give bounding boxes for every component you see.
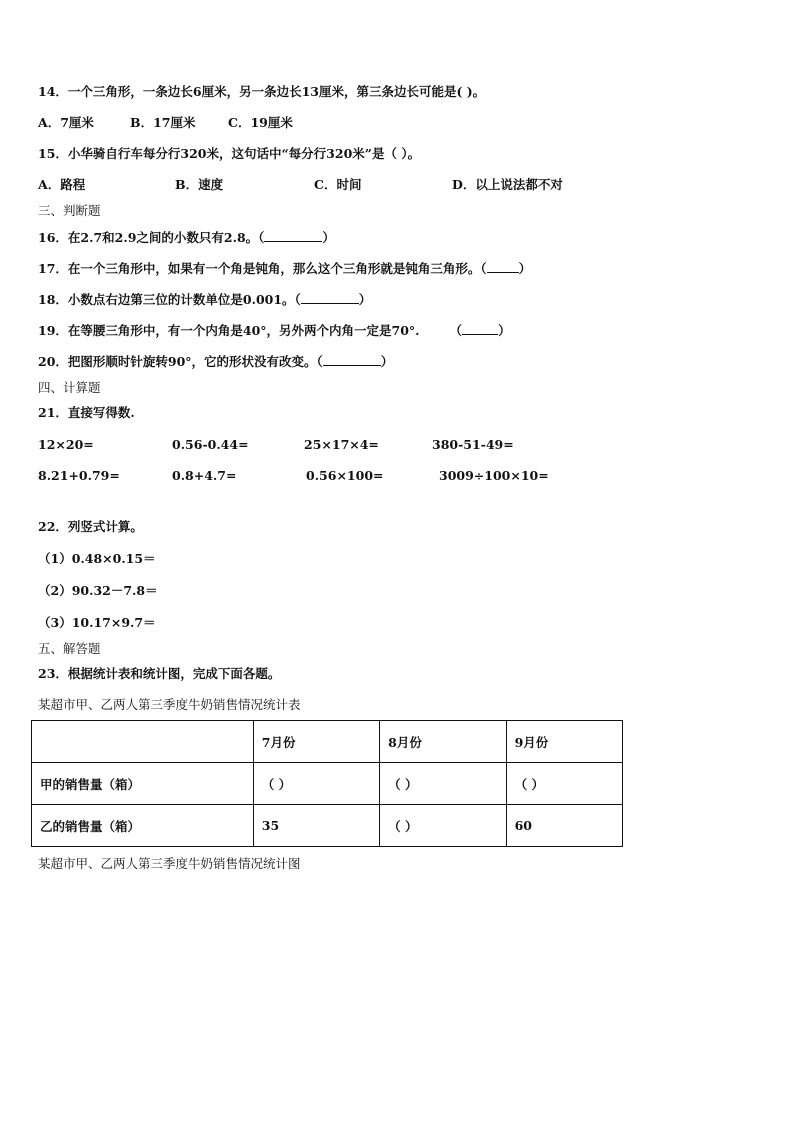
section-judge-heading: 三、判断题 <box>38 203 101 218</box>
calc-item: 0.56-0.44= <box>172 437 249 452</box>
answer-blank <box>323 353 381 366</box>
table-cell: 60 <box>506 805 622 847</box>
table-cell: 甲的销售量（箱） <box>32 763 254 805</box>
vertical-calc-item: （2）90.32－7.8＝ <box>38 583 158 598</box>
question-20: 20．把图形顺时针旋转90°，它的形状没有改变。（ ） <box>38 354 394 369</box>
question-19: 19．在等腰三角形中，有一个内角是40°，另外两个内角一定是70°. （ ） <box>38 323 511 338</box>
table-cell: （ ） <box>506 763 622 805</box>
table-caption: 某超市甲、乙两人第三季度牛奶销售情况统计表 <box>38 697 301 712</box>
option-a: A．7厘米 <box>38 115 94 130</box>
question-17: 17．在一个三角形中，如果有一个角是钝角，那么这个三角形就是钝角三角形。（ ） <box>38 261 532 276</box>
table-cell: 35 <box>253 805 379 847</box>
vertical-calc-item: （3）10.17×9.7＝ <box>38 615 156 630</box>
table-row <box>32 805 623 847</box>
question-16: 16．在2.7和2.9之间的小数只有2.8。（ ） <box>38 230 335 245</box>
table-cell: （ ） <box>253 763 379 805</box>
answer-blank <box>301 291 359 304</box>
table-cell: （ ） <box>380 763 506 805</box>
section-solve-heading: 五、解答题 <box>38 641 101 656</box>
table-header-row <box>32 721 623 763</box>
table-header-cell: 9月份 <box>506 721 622 763</box>
calc-item: 12×20= <box>38 437 94 452</box>
question-23: 23．根据统计表和统计图，完成下面各题。 <box>38 666 281 681</box>
question-18: 18．小数点右边第三位的计数单位是0.001。（ ） <box>38 292 372 307</box>
answer-blank <box>487 260 519 273</box>
option-d: D．以上说法都不对 <box>452 177 563 192</box>
section-calc-heading: 四、计算题 <box>38 380 101 395</box>
calc-item: 8.21+0.79= <box>38 468 120 483</box>
option-b: B．速度 <box>175 177 224 192</box>
option-a: A．路程 <box>38 177 86 192</box>
question-15: 15．小华骑自行车每分行320米，这句话中“每分行320米”是（ ）。 <box>38 146 421 161</box>
answer-blank <box>264 229 322 242</box>
sales-table <box>31 720 623 847</box>
question-14: 14．一个三角形，一条边长6厘米，另一条边长13厘米，第三条边长可能是( )。 <box>38 84 486 99</box>
option-b: B．17厘米 <box>130 115 196 130</box>
calc-item: 380-51-49= <box>432 437 514 452</box>
calc-item: 25×17×4= <box>304 437 379 452</box>
table-cell: 乙的销售量（箱） <box>32 805 254 847</box>
option-c: C．19厘米 <box>228 115 293 130</box>
calc-item: 3009÷100×10= <box>439 468 549 483</box>
calc-item: 0.56×100= <box>306 468 384 483</box>
calc-item: 0.8+4.7= <box>172 468 237 483</box>
question-15-options <box>38 177 563 193</box>
table-row <box>32 763 623 805</box>
question-21: 21．直接写得数. <box>38 405 135 420</box>
table-cell: （ ） <box>380 805 506 847</box>
question-22: 22．列竖式计算。 <box>38 519 143 534</box>
answer-blank <box>462 322 498 335</box>
table-header-cell: 8月份 <box>380 721 506 763</box>
table-header-cell <box>32 721 254 763</box>
option-c: C．时间 <box>314 177 362 192</box>
chart-caption: 某超市甲、乙两人第三季度牛奶销售情况统计图 <box>38 856 301 871</box>
vertical-calc-item: （1）0.48×0.15＝ <box>38 551 156 566</box>
question-14-options <box>38 115 293 131</box>
table-header-cell: 7月份 <box>253 721 379 763</box>
